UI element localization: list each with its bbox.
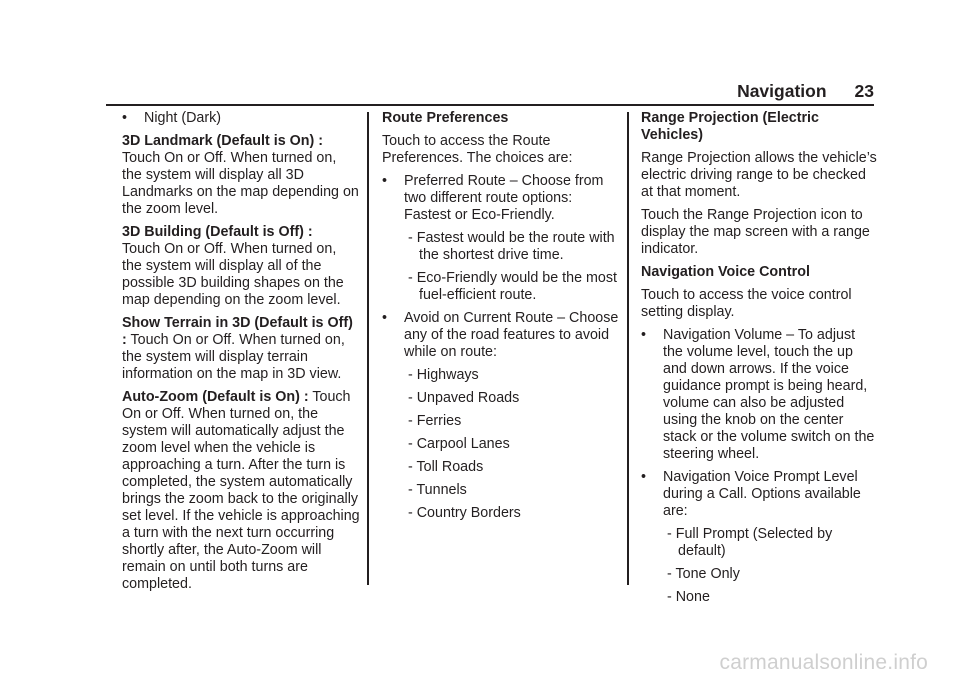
list-item: • Avoid on Current Route – Choose any of the road features to avoid while on route: xyxy=(382,310,619,360)
voice-control-heading: Navigation Voice Control xyxy=(641,264,810,280)
sub-list-item: - Country Borders xyxy=(408,505,521,521)
sub-list-item: - None xyxy=(667,589,710,605)
column-middle xyxy=(382,110,622,528)
sub-list-item: - Toll Roads xyxy=(408,459,484,475)
list-item: • Navigation Voice Prompt Level during a Call. Options available are: xyxy=(641,469,861,519)
header-rule xyxy=(106,104,874,106)
setting-auto-zoom: Auto-Zoom (Default is On) : Touch On or Off. When turned on, the system will automatically adjust the zoom level when the vehicle is approaching a turn. After the turn is completed, the system automatically brings the zoom back to the originally set level. If the vehicle is approaching a turn with the next turn occurring shortly after, the Auto-Zoom will remain on until both turns are completed. xyxy=(122,389,360,592)
setting-3d-landmark: 3D Landmark (Default is On) : Touch On or Off. When turned on, the system will display all 3D Landmarks on the map depending on the zoom level. xyxy=(122,133,359,217)
list-item: • Navigation Volume – To adjust the volume level, touch the up and down arrows. If the voice guidance prompt is being heard, volume can also be adjusted using the knob on the center stack or the volume switch on the steering wheel. xyxy=(641,327,875,462)
sub-list-item: - Full Prompt (Selected by default) xyxy=(667,526,833,559)
range-projection-heading: Range Projection (Electric Vehicles) xyxy=(641,110,819,143)
list-item: • Preferred Route – Choose from two different route options: Fastest or Eco-Friendly. xyxy=(382,173,604,223)
bullet-icon: • xyxy=(122,110,128,126)
route-preferences-heading: Route Preferences xyxy=(382,110,509,126)
page-number: 23 xyxy=(854,81,874,101)
voice-control-intro: Touch to access the voice control setting display. xyxy=(641,287,852,320)
sub-list-item: - Highways xyxy=(408,367,479,383)
range-projection-p1: Range Projection allows the vehicle’s electric driving range to be checked at that moment. xyxy=(641,150,877,200)
route-preferences-intro: Touch to access the Route Preferences. The choices are: xyxy=(382,133,573,166)
sub-list-item: - Ferries xyxy=(408,413,462,429)
sub-list-item: - Tunnels xyxy=(408,482,467,498)
column-right xyxy=(641,110,877,612)
bullet-icon: • xyxy=(382,310,388,326)
column-divider-1 xyxy=(367,112,369,585)
bullet-icon: • xyxy=(641,469,647,485)
sub-list-item: - Unpaved Roads xyxy=(408,390,520,406)
setting-terrain: Show Terrain in 3D (Default is Off) : Touch On or Off. When turned on, the system will display terrain information on the map in 3D view. xyxy=(122,315,353,382)
bullet-icon: • xyxy=(641,327,647,343)
sub-list-item: - Carpool Lanes xyxy=(408,436,510,452)
page-header xyxy=(737,81,874,102)
section-title: Navigation xyxy=(737,81,827,101)
column-left xyxy=(122,110,360,599)
sub-list-item: - Tone Only xyxy=(667,566,740,582)
setting-3d-building: 3D Building (Default is Off) : Touch On or Off. When turned on, the system will display all of the possible 3D building shapes on the map depending on the zoom level. xyxy=(122,224,344,308)
column-divider-2 xyxy=(627,112,629,585)
list-item: • Night (Dark) xyxy=(122,110,222,126)
bullet-icon: • xyxy=(382,173,388,189)
range-projection-p2: Touch the Range Projection icon to display the map screen with a range indicator. xyxy=(641,207,870,257)
sub-list-item: - Eco-Friendly would be the most fuel-efficient route. xyxy=(408,270,617,303)
watermark: carmanualsonline.info xyxy=(719,651,928,674)
sub-list-item: - Fastest would be the route with the shortest drive time. xyxy=(408,230,615,263)
